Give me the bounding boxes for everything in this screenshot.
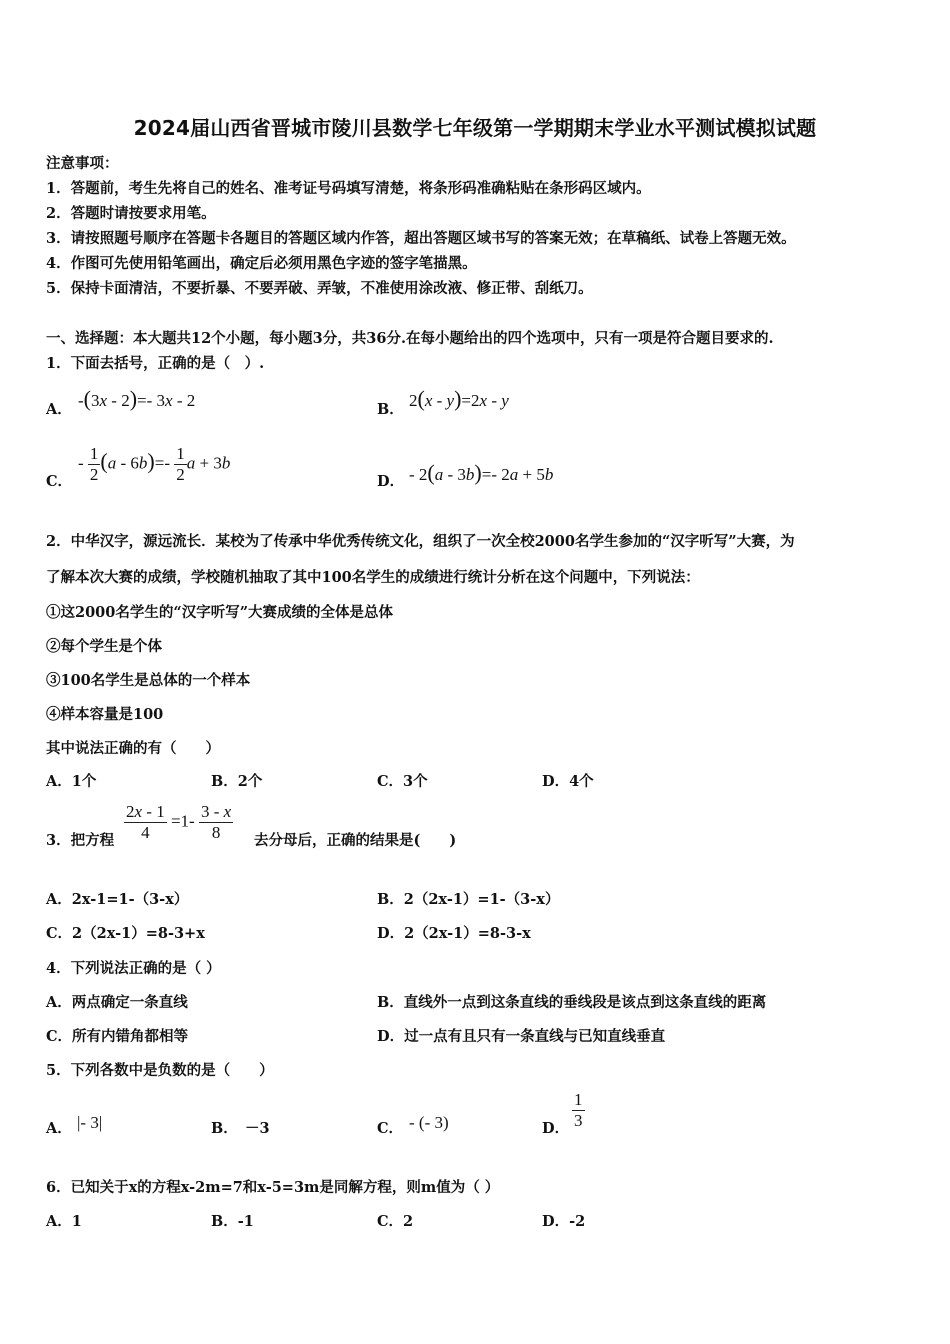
q1-option-d-label: D．: [377, 473, 405, 490]
notice-item: 3．请按照题号顺序在答题卡各题目的答题区域内作答，超出答题区域书写的答案无效；在草稿纸、试卷上答题无效。: [46, 230, 796, 247]
q5-option-a-label: A．: [46, 1120, 72, 1137]
q1-option-a-formula: -(3x - 2)=- 3x - 2: [78, 386, 196, 411]
q6-option-c: C．2: [377, 1213, 414, 1230]
q3-option-c: C．2（2x-1）=8-3+x: [46, 925, 205, 942]
q5-option-a-formula: |- 3|: [77, 1113, 103, 1132]
q2-option-c: C．3个: [377, 773, 428, 790]
notice-item: 4．作图可先使用铅笔画出，确定后必须用黑色字迹的签字笔描黑。: [46, 255, 477, 272]
q4-option-b: B．直线外一点到这条直线的垂线段是该点到这条直线的距离: [377, 994, 767, 1011]
q5-option-d-formula: $\frac{1}{3}$: [574, 1090, 583, 1130]
question-2-stem-continued: 了解本次大赛的成绩，学校随机抽取了其中100名学生的成绩进行统计分析在这个问题中，下列说法：: [46, 569, 700, 586]
q2-question: 其中说法正确的有（ ）: [46, 740, 220, 757]
q3-option-b: B．2（2x-1）=1-（3-x）: [377, 891, 560, 908]
q2-option-d: D．4个: [542, 773, 594, 790]
q4-option-d: D．过一点有且只有一条直线与已知直线垂直: [377, 1028, 666, 1045]
q1-option-d-formula: - 2(a - 3b)=- 2a + 5b: [409, 460, 554, 485]
question-3-prefix: 3．把方程: [46, 832, 115, 849]
section-heading: 一、选择题：本大题共12个小题，每小题3分，共36分.在每小题给出的四个选项中，只有一项是符合题目要求的.: [46, 330, 774, 347]
question-6-stem: 6．已知关于x的方程x-2m=7和x-5=3m是同解方程，则m值为（ ）: [46, 1179, 500, 1196]
q3-option-d: D．2（2x-1）=8-3-x: [377, 925, 531, 942]
q2-statement: ③100名学生是总体的一个样本: [46, 672, 251, 689]
q1-option-a-label: A．: [46, 401, 72, 418]
q2-statement: ②每个学生是个体: [46, 638, 162, 655]
q3-option-a: A．2x-1=1-（3-x）: [46, 891, 189, 908]
page-title: 2024届山西省晋城市陵川县数学七年级第一学期期末学业水平测试模拟试题: [133, 116, 817, 140]
q6-option-d: D．-2: [542, 1213, 586, 1230]
q1-option-c-formula: - $\frac{1}{2}$ (a - 6b)=- $\frac{1}{2}$ a + 3b: [78, 444, 231, 484]
q1-option-c-label: C．: [46, 473, 73, 490]
q6-option-a: A．1: [46, 1213, 82, 1230]
q1-option-b-label: B．: [377, 401, 404, 418]
q2-option-b: B．2个: [211, 773, 263, 790]
q5-option-c-label: C．: [377, 1120, 404, 1137]
q6-option-b: B．-1: [211, 1213, 254, 1230]
notice-item: 2．答题时请按要求用笔。: [46, 205, 216, 222]
q2-statement: ①这2000名学生的“汉字听写”大赛成绩的全体是总体: [46, 604, 394, 621]
notice-item: 5．保持卡面清洁，不要折暴、不要弄破、弄皱，不准使用涂改液、修正带、刮纸刀。: [46, 280, 593, 297]
notice-heading: 注意事项：: [46, 155, 119, 172]
q2-option-a: A．1个: [46, 773, 97, 790]
q5-option-c-formula: - (- 3): [409, 1113, 449, 1132]
question-4-stem: 4．下列说法正确的是（ ）: [46, 960, 221, 977]
question-3-suffix: 去分母后，正确的结果是( ): [254, 832, 457, 849]
q4-option-a: A．两点确定一条直线: [46, 994, 188, 1011]
q5-option-b-label: B．: [211, 1120, 238, 1137]
question-2-stem: 2．中华汉字，源远流长．某校为了传承中华优秀传统文化，组织了一次全校2000名学生参加的“汉字听写”大赛，为: [46, 533, 795, 550]
question-5-stem: 5．下列各数中是负数的是（ ）: [46, 1062, 274, 1079]
q2-statement: ④样本容量是100: [46, 706, 164, 723]
notice-item: 1．答题前，考生先将自己的姓名、准考证号码填写清楚，将条形码准确粘贴在条形码区域内。: [46, 180, 651, 197]
q3-equation: $\frac{2x - 1}{4}$ =1- $\frac{3 - x}{8}$: [126, 802, 232, 842]
q5-option-b-value: －3: [245, 1120, 270, 1137]
q4-option-c: C．所有内错角都相等: [46, 1028, 189, 1045]
q5-option-d-label: D．: [542, 1120, 570, 1137]
q1-option-b-formula: 2(x - y)=2x - y: [409, 386, 509, 411]
question-1-stem: 1．下面去括号，正确的是（ ）.: [46, 355, 265, 372]
